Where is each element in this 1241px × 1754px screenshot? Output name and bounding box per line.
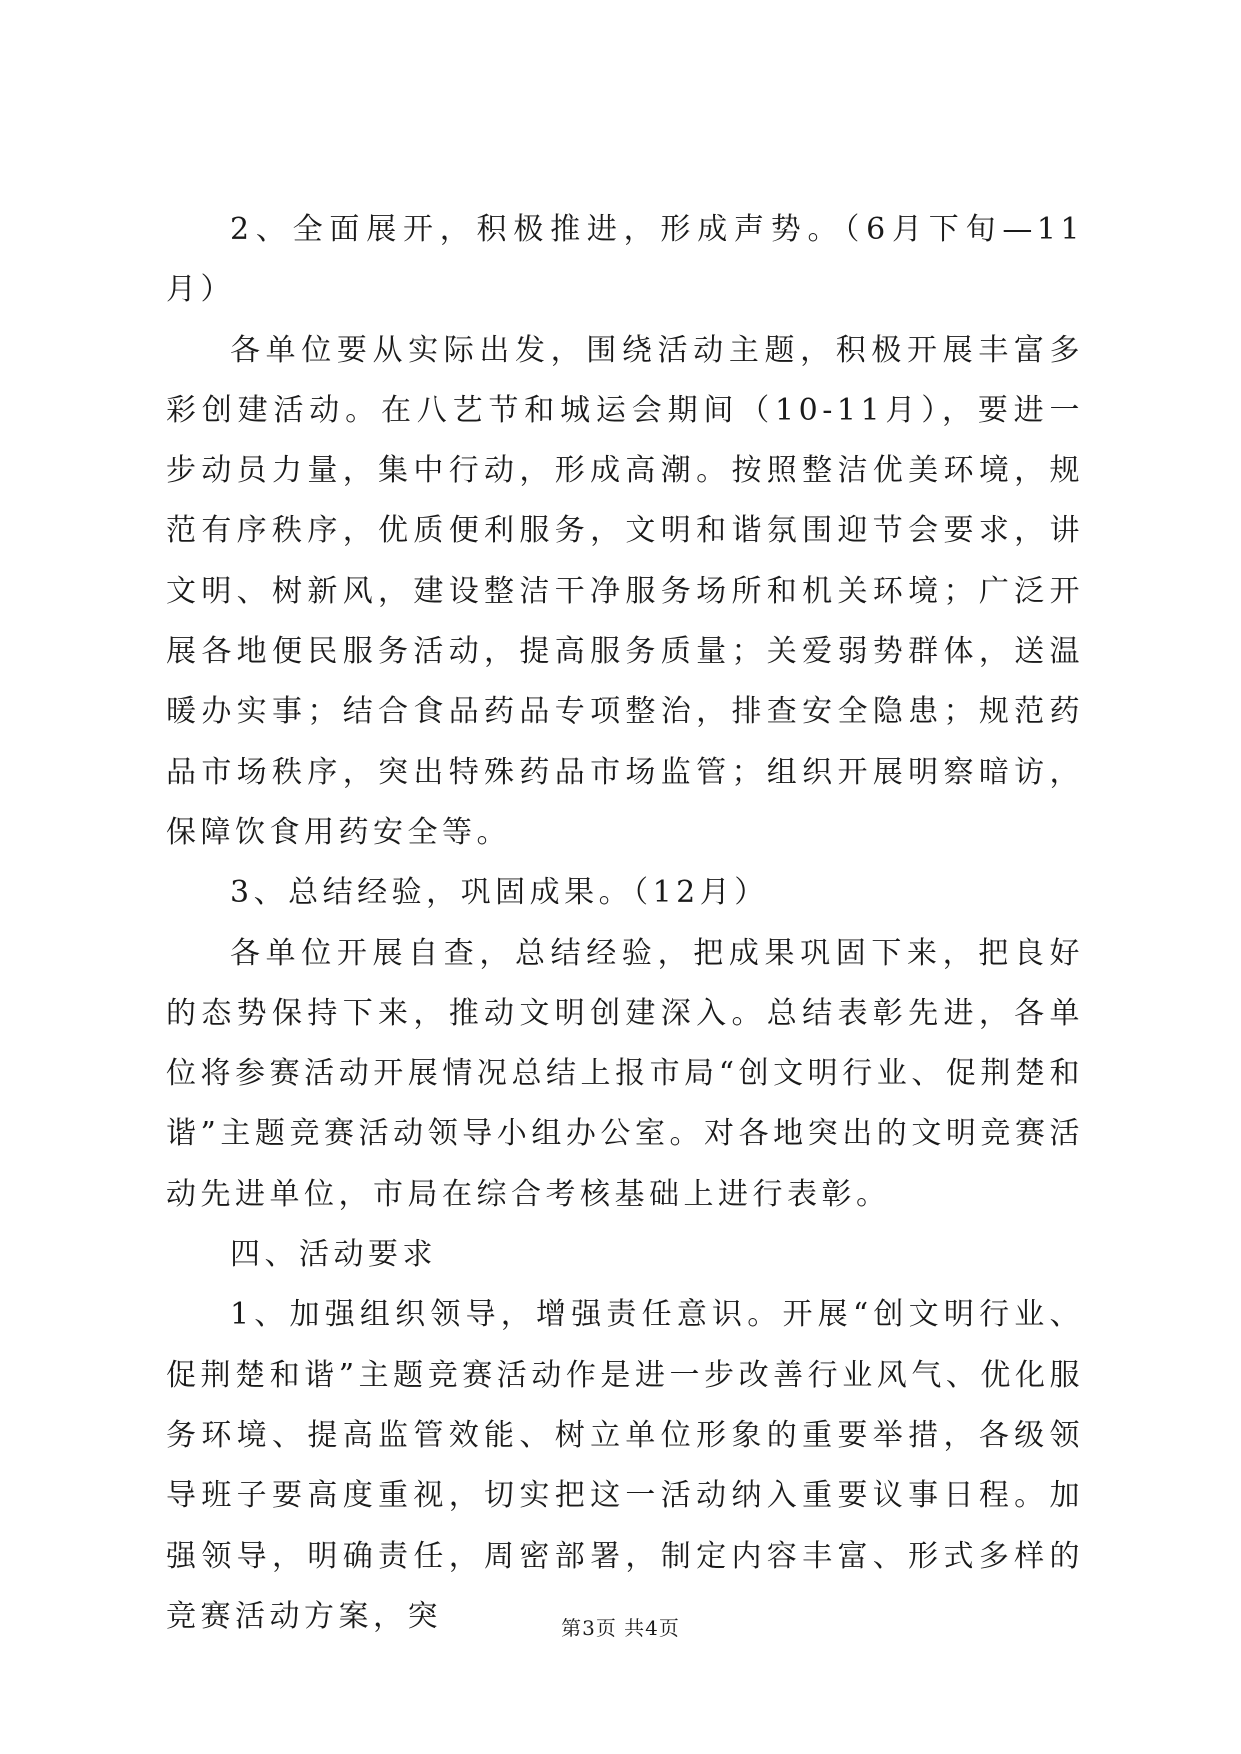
paragraph-requirement-1: 1、加强组织领导，增强责任意识。开展“创文明行业、促荆楚和谐”主题竞赛活动作是进一步改善行业风气、优化服务环境、提高监管效能、树立单位形象的重要举措，各级领导班子要高度重视，切实把这一活动纳入重要议事日程。加强领导，明确责任，周密部署，制定内容丰富、形式多样的竞赛活动方案，突 — [166, 1297, 1084, 1634]
section-heading-requirements: 四、活动要求 — [230, 1237, 437, 1273]
paragraph-stage-3-body: 各单位开展自查，总结经验，把成果巩固下来，把良好的态势保持下来，推动文明创建深入。总结表彰先进，各单位将参赛活动开展情况总结上报市局“创文明行业、促荆楚和谐”主题竞赛活动领导小组办公室。对各地突出的文明竞赛活动先进单位，市局在综合考核基础上进行表彰。 — [166, 935, 1084, 1212]
paragraph-stage-3-heading: 3、总结经验，巩固成果。（12月） — [230, 875, 769, 911]
paragraph-stage-2-body: 各单位要从实际出发，围绕活动主题，积极开展丰富多彩创建活动。在八艺节和城运会期间（10-11月），要进一步动员力量，集中行动，形成高潮。按照整洁优美环境，规范有序秩序，优质便利服务，文明和谐氛围迎节会要求，讲文明、树新风，建设整洁干净服务场所和机关环境；广泛开展各地便民服务活动，提高服务质量；关爱弱势群体，送温暖办实事；结合食品药品专项整治，排查安全隐患；规范药品市场秩序，突出特殊药品市场监管；组织开展明察暗访，保障饮食用药安全等。 — [166, 332, 1084, 850]
page-footer: 第3页 共4页 — [561, 1616, 680, 1640]
document-body — [166, 200, 1084, 1647]
paragraph-stage-2-heading: 2、全面展开，积极推进，形成声势。（6月下旬—11月） — [166, 212, 1084, 308]
